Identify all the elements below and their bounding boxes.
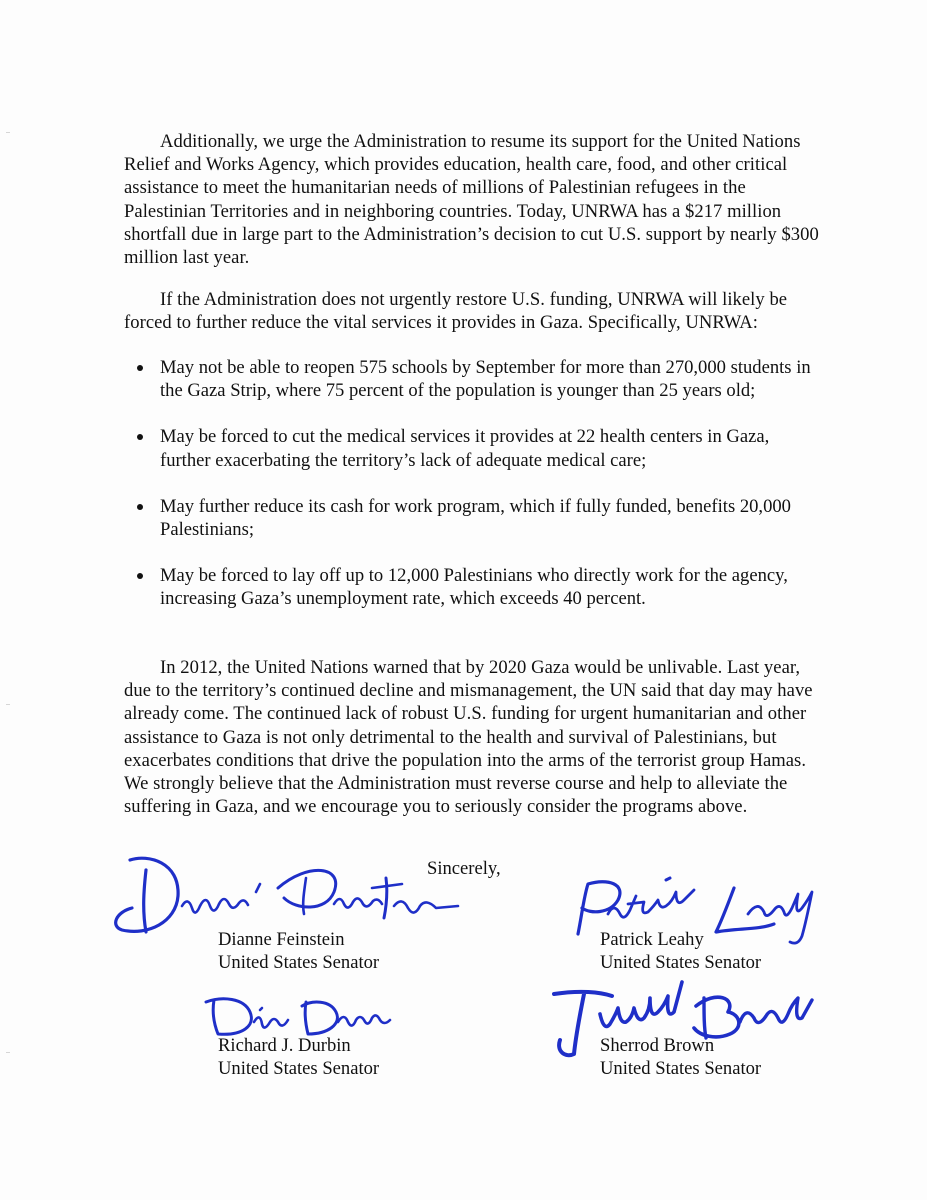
bullet-text: May be forced to cut the medical services it provides at 22 health centers in Gaza, further exacerbating the territory’s lack of adequate medical care; [160, 426, 770, 471]
bullet-item [124, 425, 824, 471]
signatory-name: Patrick Leahy [600, 929, 704, 950]
bullet-dot-icon [137, 434, 143, 440]
paragraph-funding-restore: If the Administration does not urgently restore U.S. funding, UNRWA will likely be forced to further reduce the vital services it provides in Gaza. Specifically, UNRWA: [124, 289, 788, 334]
paragraph-conclusion: In 2012, the United Nations warned that by 2020 Gaza would be unlivable. Last year, due to the territory’s continued decline and mismanagement, the UN said that day may have already come. The continued lack of robust U.S. funding for urgent humanitarian and other assistance to Gaza is not only detrimental to the health and survival of Palestinians, but exacerbates conditions that drive the population into the arms of the terrorist group Hamas. We strongly believe that the Administration must reverse course and help to alleviate the suffering in Gaza, and we encourage you to seriously consider the programs above. [124, 657, 813, 818]
signatory-title: United States Senator [218, 952, 380, 974]
signatory-title: United States Senator [218, 1058, 380, 1080]
bullet-item [124, 356, 824, 402]
scan-mark [6, 1052, 10, 1053]
scan-mark [6, 132, 10, 133]
bullet-dot-icon [137, 504, 143, 510]
signatory-name: Dianne Feinstein [218, 929, 345, 950]
bullet-list [124, 356, 824, 634]
signatory-feinstein [218, 928, 379, 975]
signatory-title: United States Senator [600, 952, 762, 974]
signatory-name: Richard J. Durbin [218, 1035, 351, 1056]
scan-mark [6, 704, 10, 705]
bullet-text: May further reduce its cash for work program, which if fully funded, benefits 20,000 Palestinians; [160, 495, 791, 541]
signatory-brown [600, 1034, 761, 1081]
bullet-item [124, 564, 824, 610]
bullet-text: May be forced to lay off up to 12,000 Palestinians who directly work for the agency, increasing Gaza’s unemployment rate, which exceeds 40 percent. [160, 565, 788, 610]
signatory-leahy [600, 928, 761, 975]
paragraph-unrwa-support: Additionally, we urge the Administration to resume its support for the United Nations Relief and Works Agency, which provides education, health care, food, and other critical assistance to meet the humanitarian needs of millions of Palestinian refugees in the Palestinian Territories and in neighboring countries. Today, UNRWA has a $217 million shortfall due in large part to the Administration’s decision to cut U.S. support by nearly $300 million last year. [124, 131, 819, 269]
bullet-text: May not be able to reopen 575 schools by September for more than 270,000 students in the Gaza Strip, where 75 percent of the population is younger than 25 years old; [160, 357, 811, 402]
closing-salutation: Sincerely, [427, 858, 501, 879]
signatory-durbin [218, 1034, 379, 1081]
bullet-item [124, 495, 824, 541]
bullet-dot-icon [137, 365, 143, 371]
signatory-title: United States Senator [600, 1058, 762, 1080]
bullet-dot-icon [137, 573, 143, 579]
signatory-name: Sherrod Brown [600, 1035, 715, 1056]
